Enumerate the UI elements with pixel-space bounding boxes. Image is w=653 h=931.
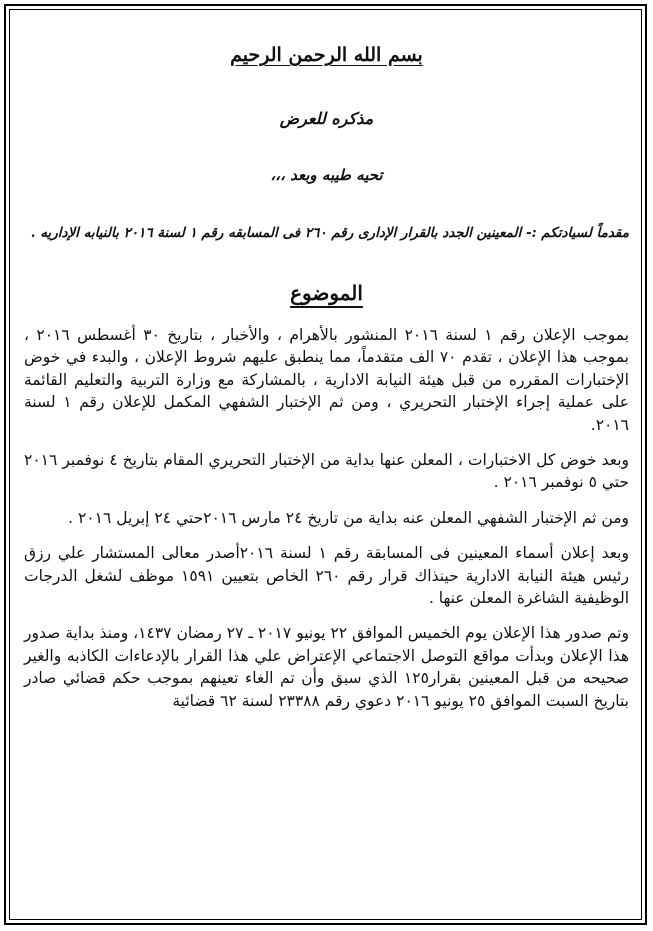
subject-heading: الموضوع [290,281,363,305]
memo-title: مذكره للعرض [279,109,374,128]
memo-body [22,324,631,712]
body-paragraph: وتم صدور هذا الإعلان يوم الخميس الموافق ٢٢ يونيو ٢٠١٧ ـ ٢٧ رمضان ١٤٣٧، ومنذ بداية صدور هذا الإعلان وبدأت مواقع التوصل الاجتماعي الإعتراض علي هذا القرار بالإدعاءات الكاذبه والغير صحيحه من قبل المعينين بقرار١٢٥ الذي سبق وأن تم الغاء تعينهم بموجب حكم قضائي صادر بتاريخ السبت الموافق ٢٥ يونيو ٢٠١٦ دعوي رقم ٢٣٣٨٨ لسنة ٦٢ قضائية [24,624,629,710]
basmala-heading: بسم الله الرحمن الرحيم [230,44,423,66]
memo-document [22,30,631,725]
greeting-line: تحيه طيبه وبعد ،،، [270,166,383,184]
addressee-line: مقدماً لسيادتكم :- المعينين الجدد بالقرار الإدارى رقم ٢٦٠ فى المسابقه رقم ١ لسنة ٢٠١٦ بالنيابه الإداريه . [30,225,629,241]
body-paragraph: ومن ثم الإختبار الشفهي المعلن عنه بداية من تاريخ ٢٤ مارس ٢٠١٦حتي ٢٤ إبريل ٢٠١٦ . [68,508,629,527]
body-paragraph: وبعد إعلان أسماء المعينين فى المسابقة رقم ١ لسنة ٢٠١٦أصدر معالى المستشار علي رزق رئيس هيئة النيابة الادارية حينذاك قرار رقم ٢٦٠ الخاص بتعيين ١٥٩١ موظف لشغل الدرجات الوظيفية الشاغرة المعلن عنها . [24,544,629,608]
body-paragraph: وبعد خوض كل الاختبارات ، المعلن عنها بداية من الإختبار التحريري المقام بتاريخ ٤ نوفمبر ٢٠١٦ حتي ٥ نوفمبر ٢٠١٦ . [24,451,630,492]
body-paragraph: بموجب الإعلان رقم ١ لسنة ٢٠١٦ المنشور بالأهرام ، والأخبار ، بتاريخ ٣٠ أغسطس ٢٠١٦ ، بموجب هذا الإعلان ، تقدم ٧٠ الف متقدماً، مما ينطبق عليهم شروط الإعلان ، والبدء في خوض الإختبارات المقرره من قبل هيئة النيابة الادارية ، بالمشاركة مع وزارة التربية والتعليم القائمة على عملية إجراء الإختبار التحريري ، ومن ثم الإختبار الشفهي المكمل للإعلان رقم ١ لسنة ٢٠١٦. [24,326,629,434]
